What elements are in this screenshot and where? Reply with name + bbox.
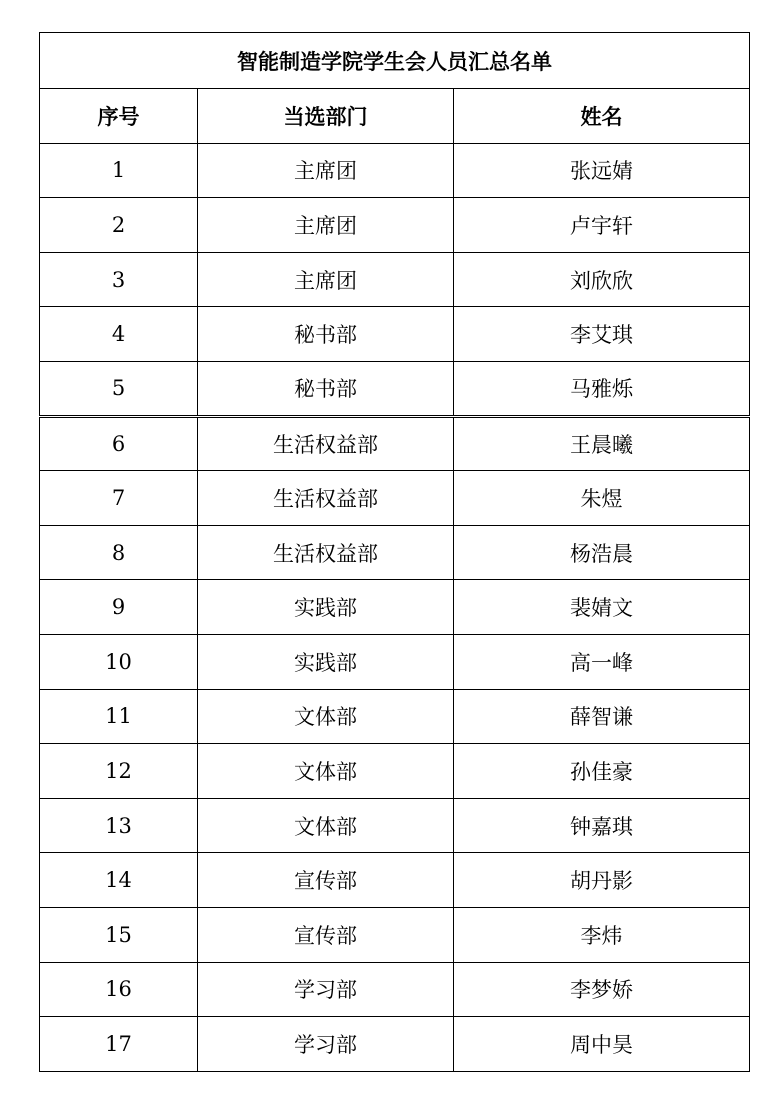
row-seq: 9 (40, 580, 198, 635)
title-row (40, 33, 750, 89)
row-seq: 10 (40, 634, 198, 689)
row-name: 薛智谦 (454, 689, 750, 744)
table-row (40, 907, 750, 962)
row-department: 主席团 (198, 252, 454, 307)
row-department: 秘书部 (198, 361, 454, 416)
row-department: 文体部 (198, 689, 454, 744)
row-name: 裴婧文 (454, 580, 750, 635)
row-name: 卢宇轩 (454, 198, 750, 253)
table-row (40, 853, 750, 908)
row-seq: 14 (40, 853, 198, 908)
table-row (40, 143, 750, 198)
table-row (40, 361, 750, 416)
row-department: 学习部 (198, 962, 454, 1017)
row-department: 主席团 (198, 198, 454, 253)
row-department: 主席团 (198, 143, 454, 198)
row-seq: 5 (40, 361, 198, 416)
table-row (40, 471, 750, 526)
row-seq: 6 (40, 416, 198, 471)
row-name: 张远婧 (454, 143, 750, 198)
row-department: 生活权益部 (198, 416, 454, 471)
table-row (40, 252, 750, 307)
header-name: 姓名 (454, 89, 750, 144)
row-name: 朱煜 (454, 471, 750, 526)
row-department: 秘书部 (198, 307, 454, 362)
row-department: 生活权益部 (198, 471, 454, 526)
row-name: 王晨曦 (454, 416, 750, 471)
row-seq: 7 (40, 471, 198, 526)
row-name: 李艾琪 (454, 307, 750, 362)
table-title: 智能制造学院学生会人员汇总名单 (40, 33, 750, 89)
row-name: 胡丹影 (454, 853, 750, 908)
row-name: 孙佳豪 (454, 744, 750, 799)
row-seq: 13 (40, 798, 198, 853)
row-seq: 4 (40, 307, 198, 362)
row-seq: 8 (40, 525, 198, 580)
table-row (40, 580, 750, 635)
row-seq: 3 (40, 252, 198, 307)
row-department: 实践部 (198, 580, 454, 635)
row-name: 钟嘉琪 (454, 798, 750, 853)
row-department: 学习部 (198, 1017, 454, 1072)
row-seq: 2 (40, 198, 198, 253)
header-department: 当选部门 (198, 89, 454, 144)
roster-body (40, 143, 750, 1071)
row-department: 宣传部 (198, 853, 454, 908)
row-department: 文体部 (198, 744, 454, 799)
row-department: 实践部 (198, 634, 454, 689)
table-row (40, 798, 750, 853)
row-name: 李梦娇 (454, 962, 750, 1017)
row-seq: 12 (40, 744, 198, 799)
row-department: 文体部 (198, 798, 454, 853)
table-row (40, 307, 750, 362)
table-row (40, 525, 750, 580)
row-name: 周中昊 (454, 1017, 750, 1072)
row-department: 宣传部 (198, 907, 454, 962)
row-seq: 16 (40, 962, 198, 1017)
row-seq: 15 (40, 907, 198, 962)
row-seq: 17 (40, 1017, 198, 1072)
row-name: 李炜 (454, 907, 750, 962)
table-row (40, 634, 750, 689)
roster-table (39, 32, 750, 1072)
row-seq: 11 (40, 689, 198, 744)
table-row (40, 198, 750, 253)
table-row (40, 416, 750, 471)
table-row (40, 689, 750, 744)
roster-document (39, 32, 749, 1072)
table-row (40, 744, 750, 799)
row-name: 刘欣欣 (454, 252, 750, 307)
row-name: 高一峰 (454, 634, 750, 689)
table-row (40, 1017, 750, 1072)
row-department: 生活权益部 (198, 525, 454, 580)
table-row (40, 962, 750, 1017)
header-seq: 序号 (40, 89, 198, 144)
header-row (40, 89, 750, 144)
row-name: 杨浩晨 (454, 525, 750, 580)
row-name: 马雅烁 (454, 361, 750, 416)
row-seq: 1 (40, 143, 198, 198)
